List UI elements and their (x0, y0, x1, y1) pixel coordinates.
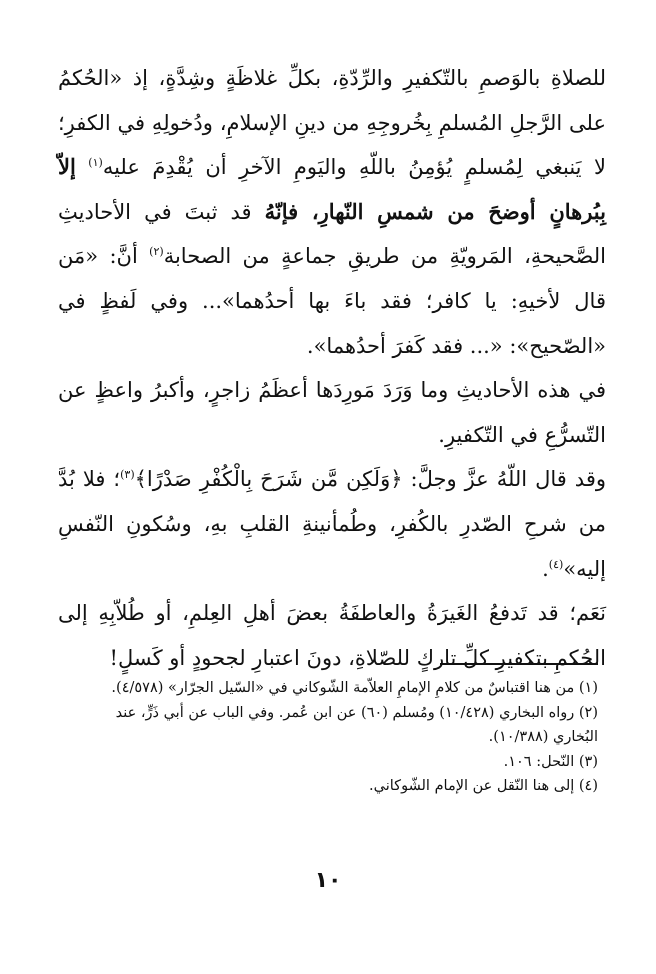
footnote-4: (٤) إلى هنا النّقل عن الإمام الشّوكاني. (369, 778, 598, 795)
paragraph-3 (58, 457, 606, 591)
footnote-ref-1: (١) (88, 156, 103, 170)
footnote-divider (440, 663, 598, 665)
footnote-ref-3: (٣) (120, 468, 135, 482)
page-number: ١٠ (314, 868, 342, 893)
paragraph-3-end: . (542, 556, 549, 581)
footnote-1: (١) من هنا اقتباسٌ من كلامِ الإمامِ العلاّمة الشّوكاني في «السّيل الجرّار» (٤/٥٧٨). (111, 680, 598, 696)
footnote-2: (٢) رواه البخاري (١٠/٤٢٨) ومُسلم (٦٠) عن ابن عُمر. وفي الباب عن أبي ذَرٍّ، عند البُخاري (١٠/٣٨٨). (115, 704, 598, 746)
emphasis-text: إلاّ بِبُرهانٍ أوضحَ من شمسِ النّهارِ، فإنّهُ (58, 154, 606, 224)
footnote-3: (٣) النّحل: ١٠٦. (503, 753, 598, 770)
footnote-ref-4: (٤) (548, 557, 564, 571)
main-text (58, 56, 606, 680)
footnotes (70, 676, 598, 799)
paragraph-1-hadith: أنَّ: «مَن قال لأخيهِ: يا كافر؛ فقد باءَ بها أحدُهما»... وفي لَفظٍ في «الصّحيح»: «... فقد كَفرَ أحدُهما». (58, 244, 606, 358)
paragraph-1-continued: قد ثبتَ في الأحاديثِ الصَّحيحةِ، المَرويّةِ من طريقِ جماعةٍ من الصحابة (58, 199, 606, 269)
quran-quote: وقد قال اللّهُ عزَّ وجلَّ: ﴿وَلَكِن مَّن شَرَحَ بِالْكُفْرِ صَدْرًا﴾ (134, 467, 607, 492)
paragraph-2: في هذه الأحاديثِ وما وَرَدَ مَورِدَها أعظَمُ زاجرٍ، وأكبرُ واعظٍ عن التّسرُّعِ في التّكفيرِ. (58, 378, 606, 447)
paragraph-3-text: ؛ فلا بُدَّ من شرحِ الصّدرِ بالكُفرِ، وطُمأنينةِ القلبِ بهِ، وسُكونِ النّفسِ إليه» (58, 467, 606, 581)
paragraph-4: نَعَم؛ قد تَدفعُ الغَيرَةُ والعاطفَةُ بعضَ أهلِ العِلمِ، أو طُلاّبِهِ إلى الحُكمِ بتكفيرِ كلِّ تاركٍ للصّلاةِ، دونَ اعتبارِ لجحودٍ أو كَسلٍ! (58, 601, 606, 670)
paragraph-1-text: للصلاةِ بالوَصمِ بالتّكفيرِ والرِّدّةِ، بكلِّ غلاظَةٍ وشِدَّةٍ، إذ «الحُكمُ على الرَّجلِ المُسلمِ بِخُروجِهِ من دينِ الإسلامِ، ودُخولِهِ في الكفرِ؛ لا يَنبغي لِمُسلمٍ يُؤمِنُ باللّهِ واليَومِ الآخرِ أن يُقْدِمَ عليه (58, 66, 606, 180)
paragraph-1 (58, 56, 606, 368)
footnote-ref-2: (٢) (149, 245, 164, 259)
